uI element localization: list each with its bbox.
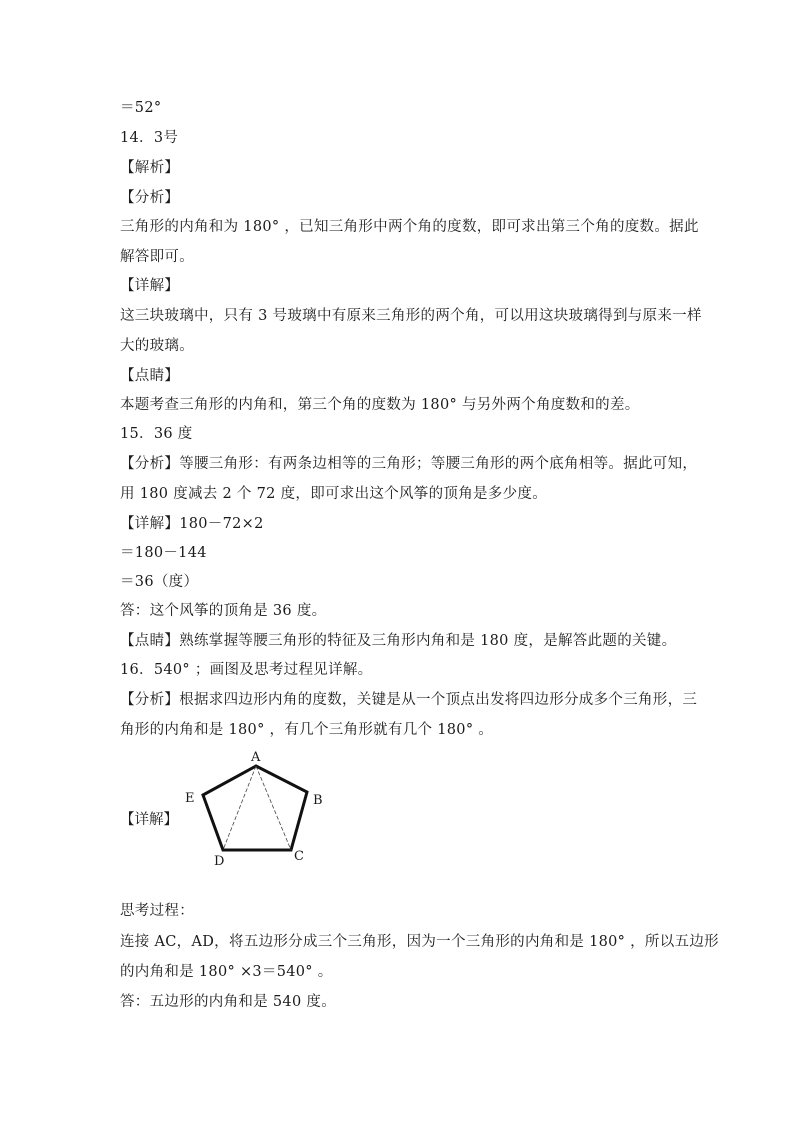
text-line: 用 180 度减去 2 个 72 度，即可求出这个风筝的顶角是多少度。 [120,486,548,502]
vertex-label-b: B [313,793,323,808]
text-line: 思考过程： [120,903,194,919]
text-line: 三角形的内角和为 180° ，已知三角形中两个角的度数，即可求出第三个角的度数。据此 [120,219,699,235]
question-16-answer: 16．540° ；画图及思考过程见详解。 [120,662,373,678]
vertex-label-c: C [294,849,304,864]
text-line: 答：这个风筝的顶角是 36 度。 [120,603,327,619]
section-heading-xiangjie: 【详解】 [120,812,178,828]
text-line: 本题考查三角形的内角和，第三个角的度数为 180° 与另外两个角度数和的差。 [120,397,640,413]
vertex-label-e: E [185,791,195,806]
vertex-label-d: D [214,854,225,869]
section-heading-jiexi: 【解析】 [120,160,180,176]
text-line: 答：五边形的内角和是 540 度。 [120,994,336,1010]
text-line: 解答即可。 [120,249,194,265]
text-line: 连接 AC，AD，将五边形分成三个三角形，因为一个三角形的内角和是 180° ，所以五边形 [120,934,719,950]
pentagon-outline [203,766,307,850]
text-line: ＝180－144 [120,545,207,561]
vertex-label-a: A [251,750,261,765]
text-line: 【分析】等腰三角形：有两条边相等的三角形；等腰三角形的两个底角相等。据此可知， [120,456,698,472]
section-heading-fenxi: 【分析】 [120,190,180,206]
text-line: 角形的内角和是 180° ，有几个三角形就有几个 180° 。 [120,722,494,738]
text-line: 大的玻璃。 [120,338,194,354]
section-heading-dianjing: 【点睛】 [120,368,180,384]
question-14-answer: 14．3号 [120,130,179,146]
diagonal-ad [223,766,256,850]
question-15-answer: 15．36 度 [120,426,193,442]
text-line: ＝36（度） [120,574,199,590]
text-line: 【分析】根据求四边形内角的度数，关键是从一个顶点出发将四边形分成多个三角形，三 [120,692,698,708]
diagonal-ac [256,766,291,850]
text-line: ＝52° [120,100,162,116]
text-line: 【详解】180－72×2 [120,516,264,532]
pentagon-figure-row [120,748,420,878]
text-line: 的内角和是 180° ×3＝540° 。 [120,964,333,980]
section-heading-xiangjie: 【详解】 [120,278,180,294]
text-line: 这三块玻璃中，只有 3 号玻璃中有原来三角形的两个角，可以用这块玻璃得到与原来一样 [120,308,702,324]
text-line: 【点睛】熟练掌握等腰三角形的特征及三角形内角和是 180 度，是解答此题的关键。 [120,633,677,649]
pentagon-diagram [180,748,420,878]
